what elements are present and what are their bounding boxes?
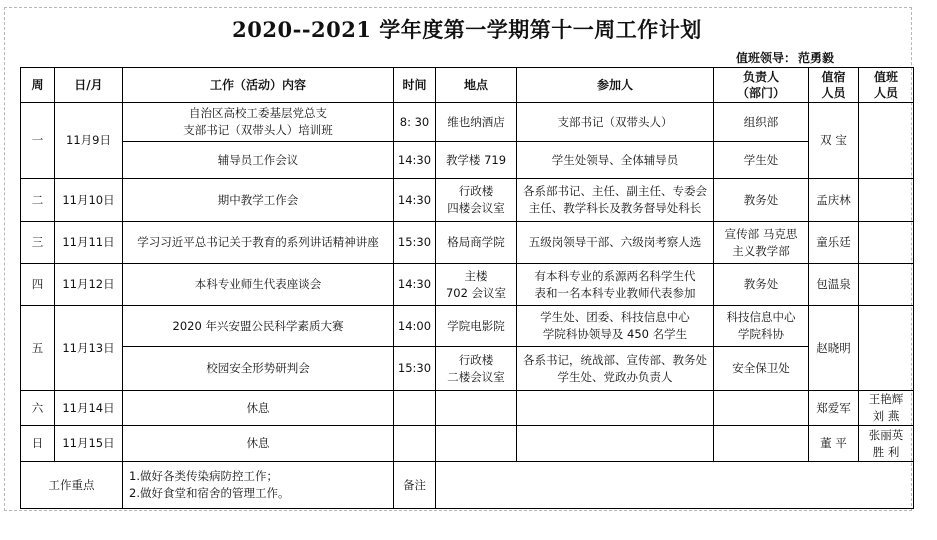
schedule-sheet [4,7,912,511]
shift-duty-cell: 王艳辉 刘 燕 [859,391,914,426]
participants-cell: 学生处、团委、科技信息中心 学院科协领导及 450 名学生 [517,306,714,347]
responsible-cell: 科技信息中心 学院科协 [714,306,809,347]
schedule-table [20,67,914,509]
duty-leader-name: 范勇毅 [798,51,835,65]
place-cell: 格局商学院 [436,222,517,264]
notes-label: 备注 [394,462,436,509]
table-row [21,103,914,142]
page-title: 2020--2021 学年度第一学期第十一周工作计划 [232,17,702,42]
header-responsible: 负责人 （部门） [714,68,809,103]
week-cell: 三 [21,222,55,264]
week-cell: 日 [21,426,55,462]
time-cell [394,391,436,426]
place-cell: 行政楼 四楼会议室 [436,179,517,222]
content-cell: 辅导员工作会议 [123,142,394,179]
footer-row [21,462,914,509]
shift-duty-cell [859,306,914,391]
date-cell: 11月9日 [55,103,123,179]
week-cell: 二 [21,179,55,222]
participants-cell: 各系书记，统战部、宣传部、教务处 学生处、党政办负责人 [517,347,714,391]
time-cell: 14:00 [394,306,436,347]
participants-cell [517,426,714,462]
shift-duty-cell: 张丽英 胜 利 [859,426,914,462]
time-cell: 14:30 [394,142,436,179]
shift-duty-cell [859,264,914,306]
shift-duty-cell [859,222,914,264]
content-cell: 休息 [123,426,394,462]
responsible-cell: 安全保卫处 [714,347,809,391]
header-place: 地点 [436,68,517,103]
participants-cell: 学生处领导、全体辅导员 [517,142,714,179]
responsible-cell: 宣传部 马克思 主义教学部 [714,222,809,264]
place-cell: 行政楼 二楼会议室 [436,347,517,391]
participants-cell: 五级岗领导干部、六级岗考察人选 [517,222,714,264]
week-cell: 一 [21,103,55,179]
date-cell: 11月12日 [55,264,123,306]
table-row [21,391,914,426]
week-cell: 四 [21,264,55,306]
place-cell: 主楼 702 会议室 [436,264,517,306]
table-row [21,347,914,391]
shift-duty-cell [859,103,914,179]
table-row [21,142,914,179]
duty-leader [734,49,834,67]
place-cell: 教学楼 719 [436,142,517,179]
responsible-cell: 教务处 [714,264,809,306]
header-night-duty: 值宿 人员 [809,68,859,103]
content-cell: 学习习近平总书记关于教育的系列讲话精神讲座 [123,222,394,264]
place-cell: 学院电影院 [436,306,517,347]
key-points: 1.做好各类传染病防控工作； 2.做好食堂和宿舍的管理工作。 [123,462,394,509]
time-cell: 14:30 [394,179,436,222]
table-row [21,306,914,347]
night-duty-cell: 郑爱军 [809,391,859,426]
header-week: 周 [21,68,55,103]
content-cell: 本科专业师生代表座谈会 [123,264,394,306]
duty-leader-label: 值班领导： [736,51,797,65]
night-duty-cell: 董 平 [809,426,859,462]
date-cell: 11月15日 [55,426,123,462]
time-cell: 14:30 [394,264,436,306]
responsible-cell: 教务处 [714,179,809,222]
header-participants: 参加人 [517,68,714,103]
header-shift-duty: 值班 人员 [859,68,914,103]
header-content: 工作（活动）内容 [123,68,394,103]
time-cell: 15:30 [394,347,436,391]
week-cell: 五 [21,306,55,391]
date-cell: 11月13日 [55,306,123,391]
header-date: 日/月 [55,68,123,103]
participants-cell: 支部书记（双带头人） [517,103,714,142]
night-duty-cell: 赵晓明 [809,306,859,391]
responsible-cell [714,391,809,426]
week-cell: 六 [21,391,55,426]
content-cell: 校园安全形势研判会 [123,347,394,391]
participants-cell [517,391,714,426]
content-cell: 2020 年兴安盟公民科学素质大赛 [123,306,394,347]
participants-cell: 各系部书记、主任、副主任、专委会 主任、教学科长及教务督导处科长 [517,179,714,222]
key-points-label: 工作重点 [21,462,123,509]
date-cell: 11月10日 [55,179,123,222]
night-duty-cell: 孟庆林 [809,179,859,222]
header-time: 时间 [394,68,436,103]
date-cell: 11月14日 [55,391,123,426]
header-row [21,68,914,103]
content-cell: 自治区高校工委基层党总支 支部书记（双带头人）培训班 [123,103,394,142]
content-cell: 期中教学工作会 [123,179,394,222]
date-cell: 11月11日 [55,222,123,264]
content-cell: 休息 [123,391,394,426]
time-cell: 8: 30 [394,103,436,142]
night-duty-cell: 童乐廷 [809,222,859,264]
responsible-cell [714,426,809,462]
night-duty-cell: 包温泉 [809,264,859,306]
place-cell: 维也纳酒店 [436,103,517,142]
place-cell [436,426,517,462]
shift-duty-cell [859,179,914,222]
table-row [21,264,914,306]
table-row [21,426,914,462]
time-cell: 15:30 [394,222,436,264]
participants-cell: 有本科专业的系源两名科学生代 表和一名本科专业教师代表参加 [517,264,714,306]
notes-cell [436,462,914,509]
responsible-cell: 学生处 [714,142,809,179]
table-row [21,179,914,222]
responsible-cell: 组织部 [714,103,809,142]
table-row [21,222,914,264]
place-cell [436,391,517,426]
night-duty-cell: 双 宝 [809,103,859,179]
time-cell [394,426,436,462]
